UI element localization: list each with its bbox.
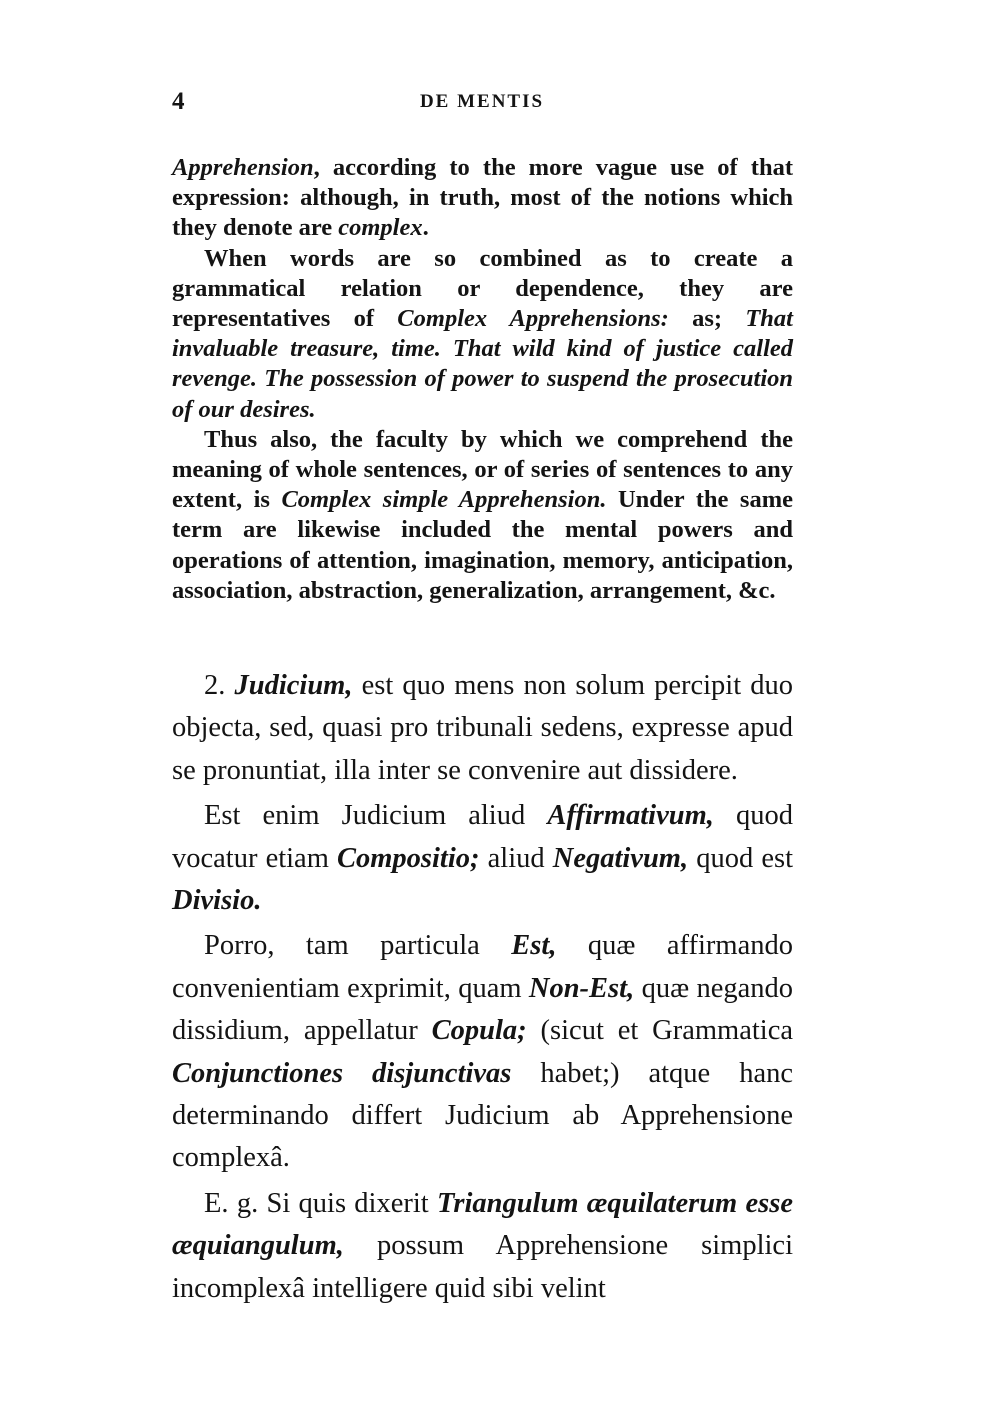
- page-header: [172, 88, 792, 118]
- latin-paragraph-4: E. g. Si quis dixerit Triangulum æquilaterum esse æquiangulum, possum Apprehensione simplici incomplexâ intelligere quid sibi velint: [172, 1187, 793, 1304]
- running-head: DE MENTIS: [419, 91, 545, 112]
- latin-paragraph-3: Porro, tam particula Est, quæ affirmando convenientiam exprimit, quam Non-Est, quæ negando dissidium, appellatur Copula; (sicut et Grammatica Conjunctiones disjunctivas habet;) atque hanc determinando differt Judicium ab Apprehensione complexâ.: [172, 930, 793, 1174]
- latin-paragraph-2: Est enim Judicium aliud Affirmativum, quod vocatur etiam Compositio; aliud Negativum, quod est Divisio.: [172, 800, 794, 917]
- page-number: 4: [172, 88, 185, 115]
- english-paragraph-2: When words are so combined as to create a grammatical relation or dependence, they are representatives of Complex Apprehensions: as; That invaluable treasure, time. That wild kind of justice called revenge. The possession of power to suspend the prosecution of our desires.: [172, 244, 793, 423]
- english-paragraph-3: Thus also, the faculty by which we comprehend the meaning of whole sentences, or of series of sentences to any extent, is Complex simple Apprehension. Under the same term are likewise included the mental powers and operations of attention, imagination, memory, anticipation, association, abstraction, generalization, arrangement, &c.: [172, 425, 793, 604]
- latin-section: [172, 665, 793, 1313]
- english-paragraph-1: Apprehension, according to the more vague use of that expression: although, in truth, most of the notions which they denote are complex.: [172, 154, 793, 242]
- english-section: [172, 153, 793, 606]
- latin-paragraph-1: 2. Judicium, est quo mens non solum percipit duo objecta, sed, quasi pro tribunali sedens, expresse apud se pronuntiat, illa inter se convenire aut dissidere.: [172, 670, 793, 786]
